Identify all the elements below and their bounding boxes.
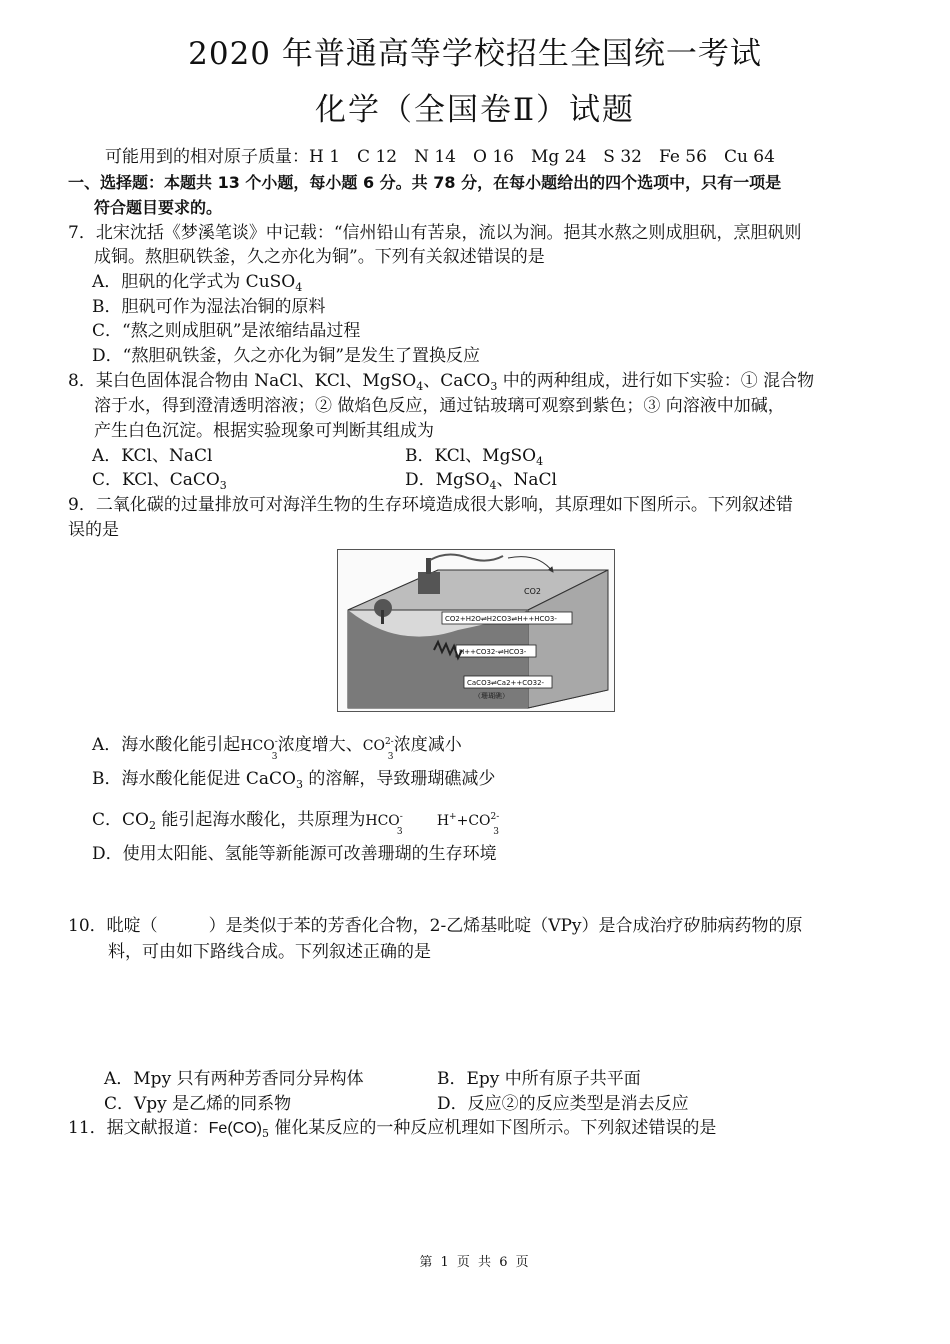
equation-1: CO2+H2O⇌H2CO3⇌H++HCO3- [445, 615, 557, 623]
q9-stem-cont: 误的是 [68, 520, 119, 540]
equation-3: CaCO3⇌Ca2++CO32- [467, 679, 545, 687]
exam-title: 2020 年普通高等学校招生全国统一考试 [188, 36, 762, 72]
co2-label: CO2 [524, 587, 541, 596]
ion-h: H+ [436, 812, 457, 829]
ocean-acidification-figure [337, 549, 615, 712]
q10-option-c: C．Vpy 是乙烯的同系物 [104, 1094, 292, 1114]
coral-label: （珊瑚礁） [474, 692, 509, 700]
q7-stem: 7．北宋沈括《梦溪笔谈》中记载：“信州铅山有苦泉，流以为涧。挹其水熬之则成胆矾，烹胆矾则 [68, 223, 802, 243]
q7-option-c: C．“熬之则成胆矾”是浓缩结晶过程 [92, 321, 361, 341]
q11-stem: 11．据文献报道：$Fe(CO)_5$ 催化某反应的一种反应机理如下图所示。下列叙述错误的是 [68, 1118, 717, 1140]
page-footer: 第 1 页 共 6 页 [419, 1255, 531, 1270]
q10-stem-cont: 料，可由如下路线合成。下列叙述正确的是 [108, 942, 431, 962]
q8-option-a: A．KCl、NaCl [92, 446, 213, 466]
q8-option-b: B．KCl、MgSO$_4$ [405, 446, 544, 468]
q9-option-c: C．$CO_2$ 能引起海水酸化，共原理为HCO- 3 $H^++CO^{2-}$ 3 [92, 806, 499, 832]
q7-stem-cont: 成铜。熬胆矾铁釜，久之亦化为铜”。下列有关叙述错误的是 [94, 247, 545, 267]
q8-option-c: C．KCl、CaCO$_3$ [92, 470, 227, 492]
ocean-diagram [338, 550, 614, 711]
q9-option-d: D．使用太阳能、氢能等新能源可改善珊瑚的生存环境 [92, 844, 497, 864]
ion-hco3: HCO- 3 [240, 737, 278, 762]
equation-2: H++CO32-⇌HCO3- [459, 648, 527, 656]
q8-stem: 8．某白色固体混合物由 NaCl、KCl、MgSO$_4$、CaCO$_3$ 中的两种组成，进行如下实验：① 混合物 [68, 371, 815, 393]
q8-option-d: D．MgSO$_4$、NaCl [405, 470, 557, 492]
section-heading: 一、选择题：本题共 13 个小题，每小题 6 分。共 78 分，在每小题给出的四个选项中，只有一项是 [68, 173, 782, 192]
q9-option-b: B．海水酸化能促进 CaCO$_3$ 的溶解，导致珊瑚礁减少 [92, 769, 496, 791]
q7-option-a: A．胆矾的化学式为 CuSO$_4$ [92, 272, 303, 294]
q10-stem: 10．吡啶（ ）是类似于苯的芳香化合物，2-乙烯基吡啶（VPy）是合成治疗矽肺病药物的原 [68, 916, 803, 936]
q10-option-a: A．Mpy 只有两种芳香同分异构体 [104, 1069, 364, 1089]
q9-stem: 9．二氧化碳的过量排放可对海洋生物的生存环境造成很大影响，其原理如下图所示。下列叙述错 [68, 495, 793, 515]
ion-co3: $CO^{2-}$ 3 [362, 737, 394, 762]
q10-option-b: B．Epy 中所有原子共平面 [437, 1069, 641, 1089]
atomic-masses: 可能用到的相对原子质量：H 1 C 12 N 14 O 16 Mg 24 S 32 Fe 56 Cu 64 [105, 147, 775, 167]
q7-option-d: D．“熬胆矾铁釜，久之亦化为铜”是发生了置换反应 [92, 346, 481, 366]
q7-option-b: B．胆矾可作为湿法冶铜的原料 [92, 297, 326, 317]
q10-option-d: D．反应②的反应类型是消去反应 [437, 1094, 689, 1114]
ion-co3: $CO^{2-}$ 3 [468, 812, 500, 837]
exam-subtitle: 化学（全国卷Ⅱ）试题 [314, 92, 636, 128]
q8-stem-cont2: 产生白色沉淀。根据实验现象可判断其组成为 [94, 421, 434, 441]
section-heading-cont: 符合题目要求的。 [94, 198, 223, 217]
q8-stem-cont: 溶于水，得到澄清透明溶液；② 做焰色反应，通过钴玻璃可观察到紫色；③ 向溶液中加碱， [94, 396, 785, 416]
q9-option-a: A．海水酸化能引起HCO- 3 浓度增大、$CO^{2-}$ 3 浓度减小 [92, 731, 462, 757]
ion-hco3: HCO- 3 [365, 812, 403, 837]
